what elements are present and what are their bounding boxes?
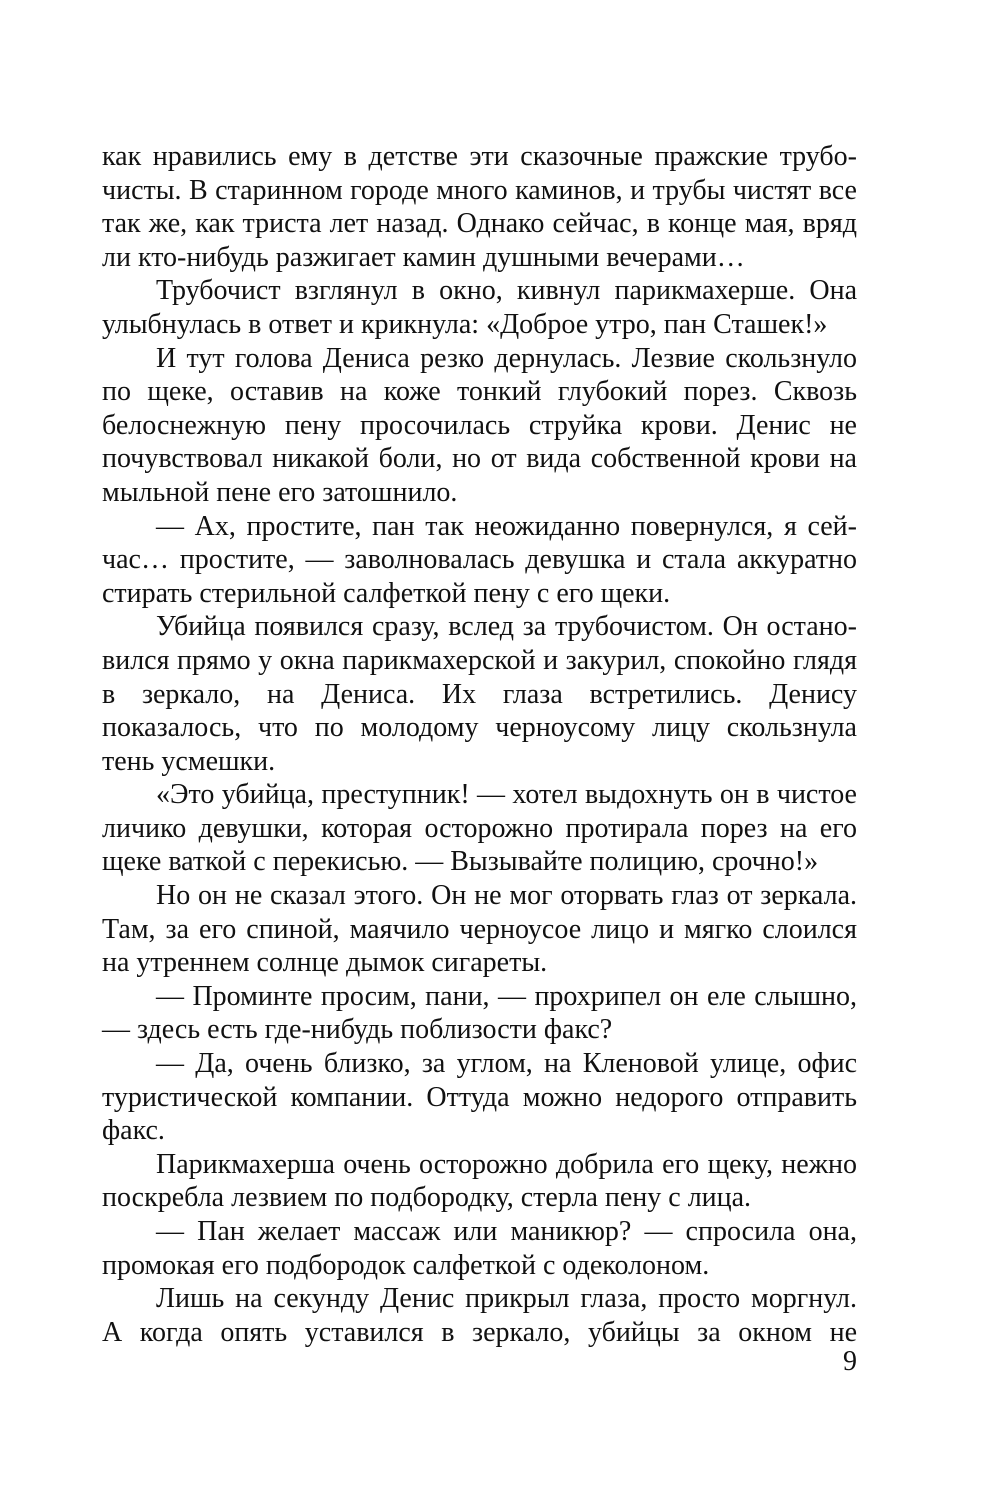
paragraph-2: Трубочист взглянул в окно, кивнул парикмахерше. Она улыбнулась в ответ и крикнула: «Доброе утро, пан Сташек!» [102,275,857,340]
paragraph-10: Парикмахерша очень осторожно добрила его щеку, нежно поскребла лезвием по подбородку, стерла пену с лица. [102,1148,857,1214]
paragraph-9: — Да, очень близко, за углом, на Кленовой улице, офис туристической компании. Оттуда можно недорого отправить факс. [102,1048,857,1147]
paragraph-8: — Проминте просим, пани, — прохрипел он еле слышно, — здесь есть где-нибудь поблизости факс? [102,980,857,1046]
page-body [102,140,857,1349]
paragraph-1: как нравились ему в детстве эти сказочные пражские трубочисты. В старинном городе много каминов, и трубы чистят все так же, как триста лет назад. Однако сейчас, в конце мая, вряд ли кто-нибудь разжигает камин душными вечерами… [102,141,857,273]
paragraph-7: Но он не сказал этого. Он не мог оторвать глаз от зеркала. Там, за его спиной, маячило черноусое лицо и мягко слоился на утреннем солнце дымок сигареты. [102,880,857,979]
page-number: 9 [843,1346,857,1377]
paragraph-5: Убийца появился сразу, вслед за трубочистом. Он остановился прямо у окна парикмахерской и закурил, спокойно глядя в зеркало, на Дениса. Их глаза встретились. Денису показалось, что по молодому черноусому лицу скользнула тень усмешки. [102,611,857,777]
paragraph-12: Лишь на секунду Денис прикрыл глаза, просто моргнул. А когда опять уставился в зеркало, убийцы за окном не [102,1283,857,1348]
paragraph-4: — Ах, простите, пан так неожиданно повернулся, я сейчас… простите, — заволновалась девушка и стала аккуратно стирать стерильной салфеткой пену с его щеки. [102,510,857,609]
paragraph-6: «Это убийца, преступник! — хотел выдохнуть он в чистое личико девушки, которая осторожно протирала порез на его щеке ваткой с перекисью. — Вызывайте полицию, срочно!» [102,779,857,878]
paragraph-11: — Пан желает массаж или маникюр? — спросила она, промокая его подбородок салфеткой с одеколоном. [102,1216,857,1281]
paragraph-3: И тут голова Дениса резко дернулась. Лезвие скользнуло по щеке, оставив на коже тонкий глубокий порез. Сквозь белоснежную пену просочилась струйка крови. Денис не почувствовал никакой боли, но от вида собственной крови на мыльной пене его затошнило. [102,342,857,508]
